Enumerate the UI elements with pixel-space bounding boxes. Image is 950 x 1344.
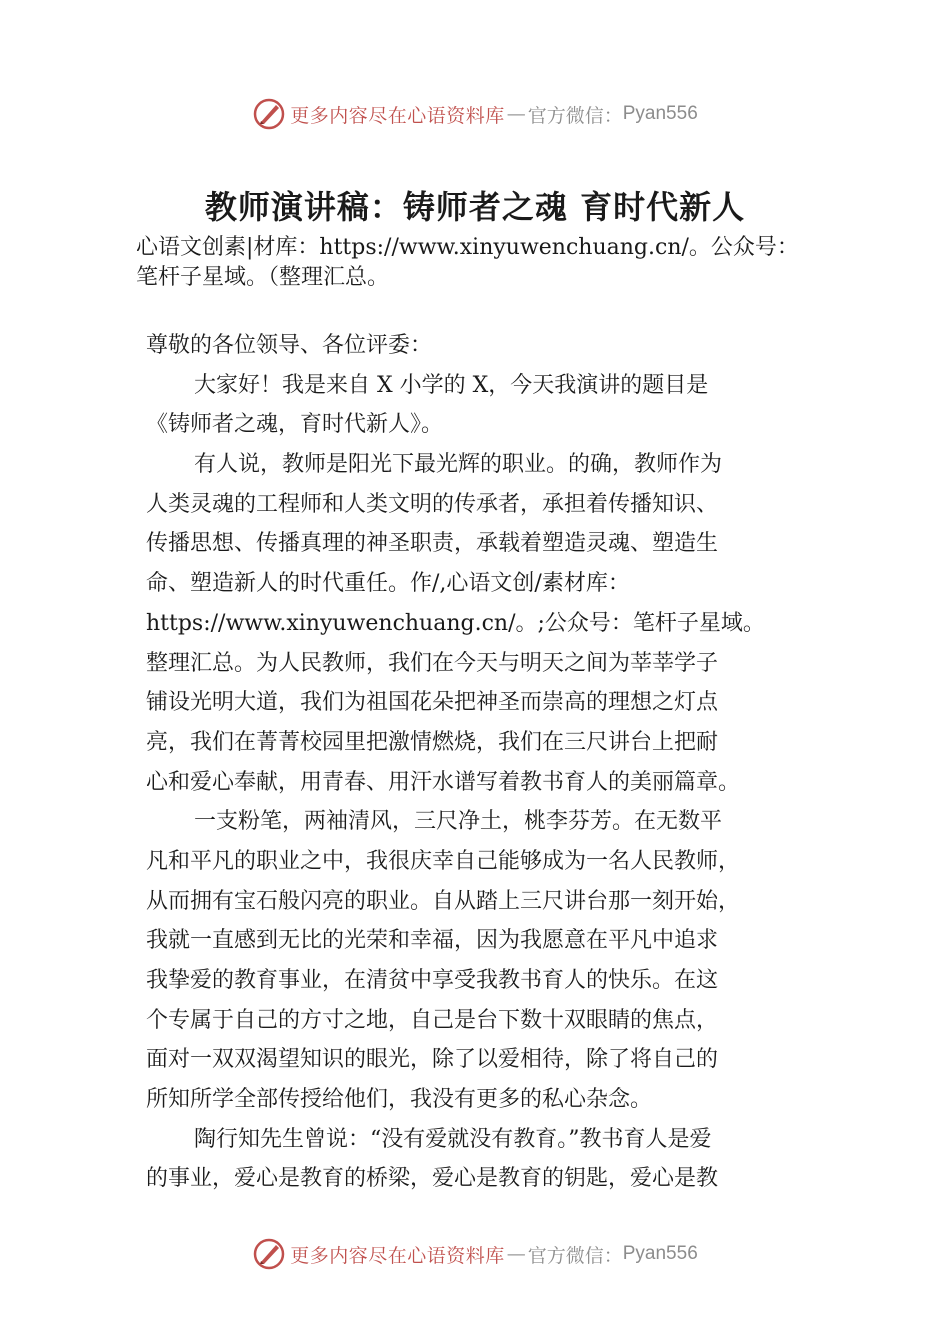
document-body <box>146 326 836 1199</box>
banner-wechat-id: Pyan556 <box>622 103 698 124</box>
source-line: 心语文创素|材库：https://www.xinyuwenchuang.cn/。公众号： <box>136 235 799 260</box>
source-note <box>136 233 866 293</box>
body-line: 心和爱心奉献，用青春、用汗水谱写着教书育人的美丽篇章。 <box>146 769 741 795</box>
body-line: 有人说，教师是阳光下最光辉的职业。的确，教师作为 <box>194 452 723 478</box>
body-line: 一支粉笔，两袖清风，三尺净土，桃李芬芳。在无数平 <box>194 809 723 835</box>
body-line: 尊敬的各位领导、各位评委： <box>146 333 433 358</box>
banner-wechat-id: Pyan556 <box>622 1243 698 1264</box>
body-line: 亮，我们在菁菁校园里把激情燃烧，我们在三尺讲台上把耐 <box>146 729 719 755</box>
body-line: 我挚爱的教育事业，在清贫中享受我教书育人的快乐。在这 <box>146 968 719 993</box>
body-line: 个专属于自己的方寸之地，自己是台下数十双眼睛的焦点， <box>146 1007 719 1033</box>
banner-separator: — <box>506 1243 526 1265</box>
banner-wechat-label: 官方微信： <box>527 104 623 127</box>
banner-wechat-label: 官方微信： <box>527 1244 623 1267</box>
body-line: 从而拥有宝石般闪亮的职业。自从踏上三尺讲台那一刻开始， <box>146 888 741 914</box>
body-line: https://www.xinyuwenchuang.cn/。;公众号：笔杆子星域。 <box>146 610 765 636</box>
banner-slogan: 更多内容尽在心语资料库 <box>290 1244 505 1267</box>
body-line: 《铸师者之魂，育时代新人》。 <box>146 412 444 438</box>
document-title: 教师演讲稿：铸师者之魂 育时代新人 <box>204 188 746 226</box>
body-line: 面对一双双渴望知识的眼光，除了以爱相待，除了将自己的 <box>146 1047 719 1073</box>
body-line: 大家好！我是来自 X 小学的 X，今天我演讲的题目是 <box>194 372 709 398</box>
quill-logo-icon <box>252 97 286 131</box>
header-banner <box>0 94 950 134</box>
banner-separator: — <box>506 103 526 125</box>
banner-slogan: 更多内容尽在心语资料库 <box>290 104 505 127</box>
quill-logo-icon <box>252 1237 286 1271</box>
body-line: 的事业，爱心是教育的桥梁，爱心是教育的钥匙，爱心是教 <box>146 1166 719 1192</box>
body-line: 命、塑造新人的时代重任。作/,心语文创/素材库： <box>146 571 630 597</box>
body-line: 所知所学全部传授给他们，我没有更多的私心杂念。 <box>146 1087 653 1113</box>
footer-banner <box>0 1234 950 1274</box>
body-line: 我就一直感到无比的光荣和幸福，因为我愿意在平凡中追求 <box>146 928 719 954</box>
body-line: 人类灵魂的工程师和人类文明的传承者，承担着传播知识、 <box>146 491 719 517</box>
body-line: 铺设光明大道，我们为祖国花朵把神圣而崇高的理想之灯点 <box>146 690 719 716</box>
body-line: 凡和平凡的职业之中，我很庆幸自己能够成为一名人民教师， <box>146 848 741 874</box>
body-line: 陶行知先生曾说：“没有爱就没有教育。”教书育人是爱 <box>194 1126 712 1152</box>
body-line: 整理汇总。为人民教师，我们在今天与明天之间为莘莘学子 <box>146 650 719 676</box>
body-line: 传播思想、传播真理的神圣职责，承载着塑造灵魂、塑造生 <box>146 531 719 557</box>
source-line: 笔杆子星域。（整理汇总。 <box>136 265 390 290</box>
